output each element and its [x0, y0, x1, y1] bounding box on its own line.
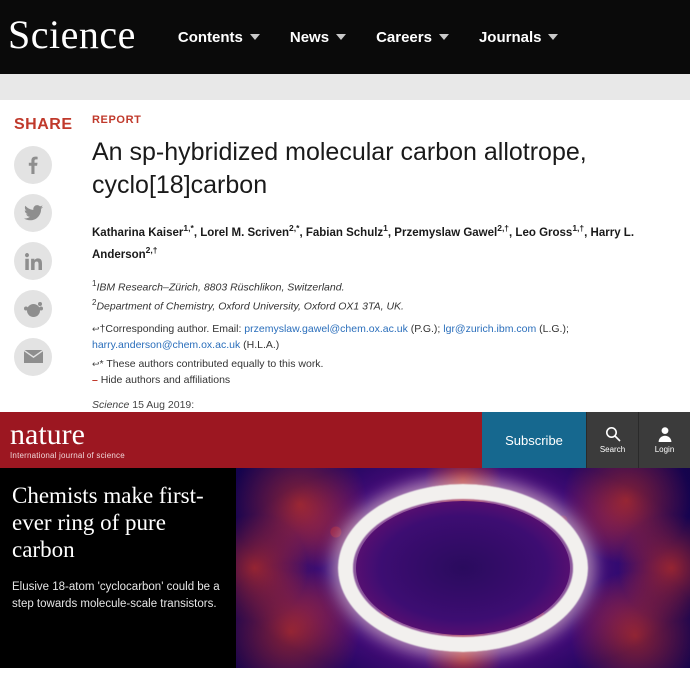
affiliation-1-text: IBM Research–Zürich, 8803 Rüschlikon, Switzerland. [96, 281, 345, 294]
equal-contribution-text: * These authors contributed equally to this work. [99, 357, 324, 370]
nav-label-careers: Careers [376, 28, 432, 46]
science-nav [178, 29, 559, 46]
linkedin-icon[interactable] [14, 242, 52, 280]
login-button[interactable] [638, 412, 690, 468]
page-title: An sp-hybridized molecular carbon allotrope, cyclo[18]carbon [92, 138, 587, 199]
affiliation-1 [92, 276, 680, 296]
search-button[interactable] [586, 412, 638, 468]
science-logo[interactable]: Science [8, 12, 136, 57]
article-kicker: REPORT [92, 114, 142, 126]
email-suffix-pg: (P.G.); [407, 322, 444, 335]
search-button-label: Search [599, 445, 626, 454]
nature-tagline: International journal of science [10, 451, 125, 460]
facebook-icon[interactable] [14, 146, 52, 184]
minus-icon: – [92, 373, 98, 386]
email-suffix-lg: (L.G.); [536, 322, 569, 335]
hero-headline[interactable]: Chemists make first-ever ring of pure carbon [12, 483, 204, 562]
nature-brand[interactable] [0, 420, 125, 460]
nature-header [0, 412, 690, 468]
email-icon[interactable] [14, 338, 52, 376]
hero-subheadline: Elusive 18-atom 'cyclocarbon' could be a step towards molecule-scale transistors. [12, 581, 220, 610]
chevron-down-icon [250, 34, 260, 40]
chevron-down-icon [548, 34, 558, 40]
header-divider-band [0, 74, 690, 100]
affiliation-2-text: Department of Chemistry, Oxford University, Oxford OX1 3TA, UK. [96, 300, 404, 313]
journal-name: Science [92, 398, 130, 411]
nature-logo: nature [10, 418, 85, 451]
nav-label-news: News [289, 28, 330, 46]
reddit-icon[interactable] [14, 290, 52, 328]
nav-label-journals: Journals [478, 28, 542, 46]
affiliation-2-marker: 2 [92, 298, 97, 308]
nav-label-contents: Contents [177, 28, 243, 46]
hide-authors-label: Hide authors and affiliations [100, 373, 231, 386]
chevron-down-icon [439, 34, 449, 40]
share-column [12, 116, 80, 386]
nature-hero [0, 468, 690, 668]
nature-header-actions [482, 412, 690, 468]
author-list: Katharina Kaiser$^{1,*}$, Lorel M. Scriven$^{2,*}$, Fabian Schulz$^1$, Przemyslaw Gawel$^{2,\dagger}$, Leo Gross$^{1,\dagger}$, Harry L. Anderson$^{2,\dagger}$ [92, 223, 635, 261]
corresponding-prefix: †Corresponding author. Email: [99, 322, 245, 335]
return-arrow-icon: ↩ [92, 323, 100, 334]
carbon-ring-inner-shape [356, 501, 570, 635]
return-arrow-icon: ↩ [92, 358, 100, 369]
email-link-pg[interactable]: przemyslaw.gawel@chem.ox.ac.uk [244, 322, 408, 335]
article-body [92, 114, 680, 443]
affiliation-2 [92, 295, 680, 315]
email-link-hla[interactable]: harry.anderson@chem.ox.ac.uk [92, 338, 241, 351]
science-header [0, 0, 690, 74]
corresponding-author-line [92, 321, 672, 353]
affiliation-1-marker: 1 [92, 278, 97, 288]
nav-item-news[interactable] [290, 29, 346, 46]
article-section [0, 100, 690, 412]
hide-authors-toggle[interactable] [92, 374, 680, 386]
login-button-label: Login [654, 445, 675, 454]
twitter-icon[interactable] [14, 194, 52, 232]
search-icon [605, 426, 621, 442]
chevron-down-icon [336, 34, 346, 40]
nav-item-journals[interactable] [479, 29, 559, 46]
subscribe-button[interactable]: Subscribe [482, 412, 586, 468]
hero-text-panel [0, 468, 236, 668]
cyclocarbon-afm-image [236, 468, 690, 668]
email-link-lg[interactable]: lgr@zurich.ibm.com [443, 322, 537, 335]
user-icon [657, 426, 673, 442]
email-suffix-hla: (H.L.A.) [240, 338, 280, 351]
equal-contribution-note [92, 358, 680, 370]
publication-date: 15 Aug 2019: [132, 398, 195, 411]
nav-item-careers[interactable] [376, 29, 449, 46]
share-label: SHARE [14, 116, 73, 133]
nav-item-contents[interactable] [178, 29, 260, 46]
